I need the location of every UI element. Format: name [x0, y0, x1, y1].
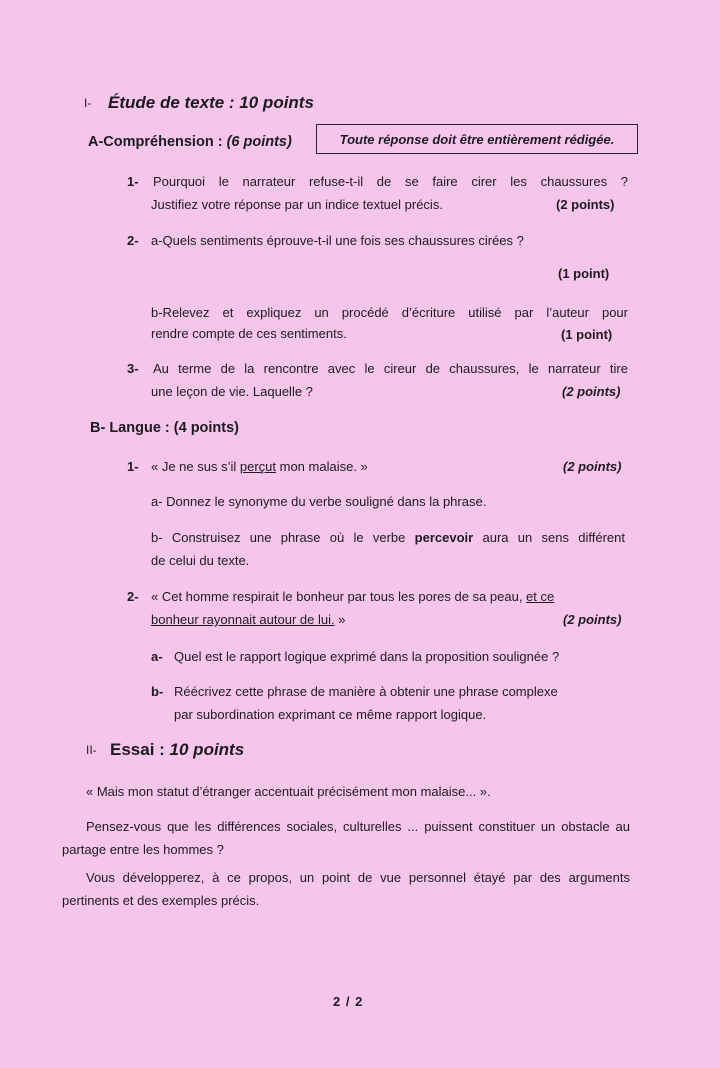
- question-text: Justifiez votre réponse par un indice textuel précis.: [151, 197, 443, 212]
- points-label: (2 points): [563, 612, 622, 627]
- quotation: « Cet homme respirait le bonheur par tous les pores de sa peau, et ce: [151, 589, 555, 604]
- question-text: par subordination exprimant ce même rapport logique.: [174, 707, 487, 722]
- essay-prompt: Pensez-vous que les différences sociales, culturelles ... puissent constituer un obstacle au partage entre les hommes ?: [62, 819, 630, 857]
- part-title: Essai : 10 points: [110, 740, 245, 759]
- question-number: 2-: [127, 233, 139, 248]
- points-label: (1 point): [561, 327, 613, 342]
- page-number: 2 / 2: [333, 994, 364, 1009]
- question-number: 1-: [127, 174, 139, 189]
- section-a-title: A-Compréhension : (6 points): [88, 134, 292, 150]
- points-label: (2 points): [562, 384, 621, 399]
- subquestion-letter: b-: [151, 684, 164, 699]
- question-text: une leçon de vie. Laquelle ?: [151, 384, 313, 399]
- question-text: Au terme de la rencontre avec le cireur de chaussures, le narrateur tire: [153, 361, 628, 376]
- part-title: Étude de texte : 10 points: [108, 93, 314, 112]
- question-text: b- Construisez une phrase où le verbe percevoir aura un sens différent: [151, 530, 626, 545]
- question-text: Pourquoi le narrateur refuse-t-il de se faire cirer les chaussures ?: [153, 174, 628, 189]
- question-text: Quel est le rapport logique exprimé dans la proposition soulignée ?: [174, 649, 560, 664]
- part-number: I-: [84, 96, 92, 110]
- essay-instructions: Vous développerez, à ce propos, un point de vue personnel étayé par des arguments pertinents et des exemples précis.: [62, 870, 630, 908]
- question-text: rendre compte de ces sentiments.: [151, 326, 347, 341]
- quotation: bonheur rayonnait autour de lui. »: [151, 612, 346, 627]
- points-label: (1 point): [558, 266, 610, 281]
- points-label: (2 points): [556, 197, 615, 212]
- subquestion-letter: a-: [151, 649, 163, 664]
- essay-quote: « Mais mon statut d’étranger accentuait précisément mon malaise... ».: [86, 784, 491, 799]
- question-text: de celui du texte.: [151, 553, 250, 568]
- question-text: b-Relevez et expliquez un procédé d’écriture utilisé par l’auteur pour: [151, 305, 628, 320]
- points-label: (2 points): [563, 459, 622, 474]
- question-text: Réécrivez cette phrase de manière à obtenir une phrase complexe: [174, 684, 558, 699]
- quotation: « Je ne sus s’il perçut mon malaise. »: [151, 459, 368, 474]
- instruction-box: Toute réponse doit être entièrement rédigée.: [316, 124, 638, 154]
- question-number: 2-: [127, 589, 139, 604]
- question-number: 3-: [127, 361, 139, 376]
- question-number: 1-: [127, 459, 139, 474]
- question-text: a- Donnez le synonyme du verbe souligné dans la phrase.: [151, 494, 487, 509]
- question-text: a-Quels sentiments éprouve-t-il une fois ses chaussures cirées ?: [151, 233, 524, 248]
- section-b-title: B- Langue : (4 points): [90, 420, 240, 436]
- part-number: II-: [86, 743, 97, 757]
